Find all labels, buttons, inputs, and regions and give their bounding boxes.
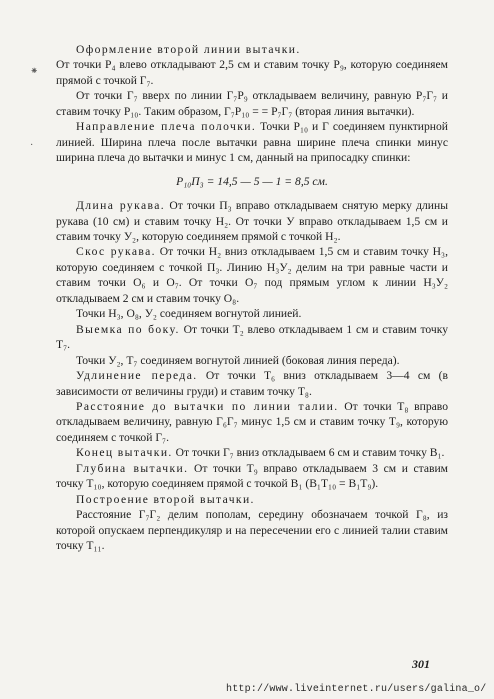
formula: Р₁₀П₃ = 14,5 — 5 — 1 = 8,5 см. [176,174,328,188]
section-heading: Конец вытачки. [76,446,173,460]
paragraph-body: Точки Н₃, О₈, У₂ соединяем вогнутой линией. [76,307,302,321]
scan-mark: · [30,140,34,151]
paragraph-12 [56,445,448,460]
paragraph-1 [56,57,448,88]
paragraph-body: Точки Р₁₀ и Г соединяем пунктирной линией. Ширина плеча после вытачки равна ширине плеча спинки минус ширина плеча до вытачки и минус 1 см, данный на припосадку спинки: [56,120,448,165]
scan-mark: ⁕ [30,66,39,77]
paragraph-11 [56,399,448,445]
section-heading: Построение второй вытачки. [76,492,255,506]
section-heading: Направление плеча полочки. [76,120,257,134]
paragraph-body: От точки Т₂ влево откладываем 1 см и ставим точку Т₇. [56,322,448,352]
section-heading: Глубина вытачки. [76,461,189,475]
paragraph-0 [56,42,448,57]
paragraph-2 [56,88,448,119]
paragraph-9 [56,353,448,368]
paragraph-body: От точки П₃ вправо откладываем снятую мерку длины рукава (10 см) и ставим точку Н₂. От точки У вправо откладываем 1,5 см и ставим точку У₂, которую соединяем прямой с точкой Н₂. [56,199,449,243]
paragraph-15 [56,507,448,553]
paragraph-body: От точки Н₂ вниз откладываем 1,5 см и ставим точку Н₃, которую соединяем с точкой П₃. Линию Н₃У₂ делим на три равные части и ставим точки О₆ и О₇. От точки О₇ под прямым углом к линии Н₃У₂ откладываем 2 см и ставим точку О₈. [56,245,448,305]
section-heading: Удлинение переда. [76,369,198,383]
paragraph-body: От точки Т₆ вниз откладываем 3—4 см (в зависимости от величины груди) и ставим точку Т₈. [56,369,448,398]
paragraph-3 [56,119,448,165]
paragraph-body: От точки Т₈ вправо откладываем величину, равную Г₆Г₇ минус 1,5 см и ставим точку Т₉, которую соединяем с точкой Г₇. [56,399,448,444]
paragraph-5 [56,198,448,244]
section-heading: Скос рукава. [76,245,156,259]
paragraph-6 [56,244,448,306]
paragraph-7 [56,306,448,321]
section-heading: Расстояние до вытачки по линии талии. [76,399,339,413]
section-heading: Длина рукава. [76,199,166,213]
section-heading: Выемка по боку. [76,322,180,336]
paragraph-body: Точки У₂, Т₇ соединяем вогнутой линией (боковая линия переда). [76,353,400,367]
footer-url[interactable]: http://www.liveinternet.ru/users/galina_o/ [226,684,487,695]
paragraph-body: От точки Т₉ вправо откладываем 3 см и ставим точку Т₁₀, которую соединяем прямой с точкой В₁ (В₁Т₁₀ = В₁Т₉). [56,461,449,491]
paragraph-8 [56,322,448,353]
paragraph-13 [56,461,448,492]
paragraph-body: От точки Р₄ влево откладывают 2,5 см и ставим точку Р₉, которую соединяем прямой с точкой Г₇. [56,58,448,87]
paragraph-body: Расстояние Г₇Г₂ делим пополам, середину обозначаем точкой Г₈, из которой опускаем перпендикуляр и на пересечении его с линией талии ставим точку Т₁₁. [56,508,448,553]
paragraph-14 [56,492,448,507]
paragraph-body: От точки Г₇ вверх по линии Г₇Р₉ откладываем величину, равную Р₇Г₇ и ставим точку Р₁₀. Таким образом, Г₇Р₁₀ = = Р₇Г₇ (вторая линия вытачки). [56,89,448,118]
section-heading: Оформление второй линии вытачки. [76,43,301,56]
paragraph-10 [56,368,448,399]
page-number: 301 [412,657,430,671]
paragraph-body: От точки Г₇ вниз откладываем 6 см и ставим точку В₁. [172,446,445,460]
page-text [56,42,448,554]
